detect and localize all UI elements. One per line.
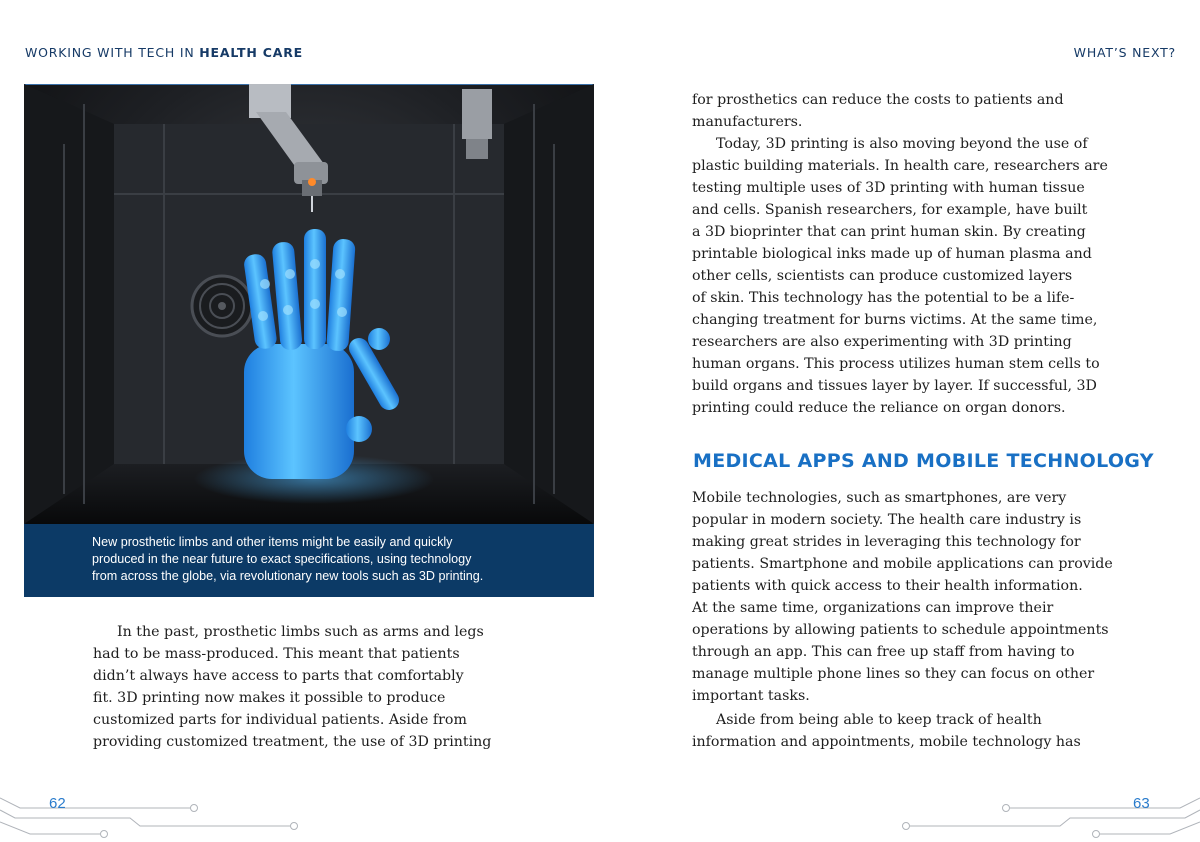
- caption-line: New prosthetic limbs and other items might be easily and quickly: [92, 535, 453, 549]
- body-paragraph-2: [692, 133, 1108, 419]
- text-line: and cells. Spanish researchers, for example, have built: [692, 202, 1088, 218]
- body-paragraph-left: [93, 621, 491, 753]
- text-line: testing multiple uses of 3D printing with human tissue: [692, 180, 1085, 196]
- text-line: providing customized treatment, the use of 3D printing: [93, 734, 492, 750]
- text-line: a 3D bioprinter that can print human skin. By creating: [692, 224, 1086, 240]
- page-number-left: 62: [49, 795, 66, 812]
- section-heading: MEDICAL APPS AND MOBILE TECHNOLOGY: [693, 450, 1154, 472]
- running-head-bold: HEALTH CARE: [199, 45, 304, 60]
- running-head-prefix: WORKING WITH TECH IN: [25, 45, 200, 60]
- caption-line: from across the globe, via revolutionary new tools such as 3D printing.: [92, 569, 484, 583]
- text-line: other cells, scientists can produce customized layers: [692, 268, 1073, 284]
- text-line: didn’t always have access to parts that comfortably: [93, 668, 464, 684]
- page-number-right: 63: [1133, 795, 1150, 812]
- circuit-decoration-right: [890, 790, 1200, 840]
- text-line: build organs and tissues layer by layer. If successful, 3D: [692, 378, 1097, 394]
- photo-caption: [92, 534, 554, 585]
- text-line: manufacturers.: [692, 114, 803, 130]
- text-line: manage multiple phone lines so they can focus on other: [692, 666, 1095, 682]
- text-line: patients with quick access to their health information.: [692, 578, 1083, 594]
- caption-line: produced in the near future to exact specifications, using technology: [92, 552, 472, 566]
- text-line: printing could reduce the reliance on organ donors.: [692, 400, 1066, 416]
- text-line: information and appointments, mobile technology has: [692, 734, 1081, 750]
- 3d-printer-hand-icon: [24, 84, 594, 524]
- text-line: for prosthetics can reduce the costs to patients and: [692, 92, 1064, 108]
- text-line: through an app. This can free up staff from having to: [692, 644, 1075, 660]
- body-paragraph-1: [692, 89, 1064, 133]
- running-head-left: [25, 45, 303, 60]
- prosthetic-hand-photo: [24, 84, 594, 524]
- text-line: fit. 3D printing now makes it possible to produce: [93, 690, 446, 706]
- text-line: printable biological inks made up of human plasma and: [692, 246, 1092, 262]
- text-line: popular in modern society. The health care industry is: [692, 512, 1082, 528]
- body-paragraph-4: [692, 709, 1081, 753]
- text-line: human organs. This process utilizes human stem cells to: [692, 356, 1100, 372]
- text-line: Mobile technologies, such as smartphones, are very: [692, 490, 1067, 506]
- text-line: of skin. This technology has the potential to be a life-: [692, 290, 1075, 306]
- text-line: important tasks.: [692, 688, 810, 704]
- text-line: Aside from being able to keep track of health: [716, 712, 1042, 728]
- text-line: Today, 3D printing is also moving beyond the use of: [716, 136, 1088, 152]
- running-head-right: WHAT’S NEXT?: [1073, 45, 1176, 60]
- text-line: researchers are also experimenting with 3D printing: [692, 334, 1072, 350]
- body-paragraph-3: [692, 487, 1113, 707]
- text-line: making great strides in leveraging this technology for: [692, 534, 1081, 550]
- right-page: [600, 0, 1200, 842]
- text-line: operations by allowing patients to schedule appointments: [692, 622, 1109, 638]
- text-line: At the same time, organizations can improve their: [692, 600, 1054, 616]
- text-line: customized parts for individual patients. Aside from: [93, 712, 467, 728]
- circuit-decoration-left: [0, 790, 310, 840]
- text-line: changing treatment for burns victims. At the same time,: [692, 312, 1098, 328]
- text-line: In the past, prosthetic limbs such as arms and legs: [117, 624, 484, 640]
- caption-box: [24, 524, 594, 597]
- text-line: patients. Smartphone and mobile applications can provide: [692, 556, 1113, 572]
- text-line: had to be mass-produced. This meant that patients: [93, 646, 460, 662]
- text-line: plastic building materials. In health care, researchers are: [692, 158, 1108, 174]
